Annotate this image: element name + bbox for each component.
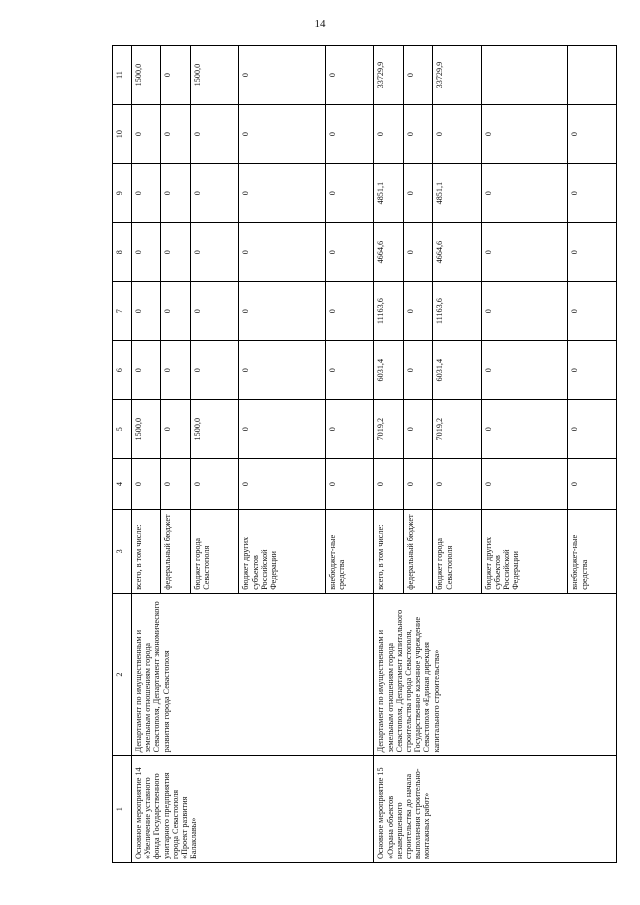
amount-cell: 4851,1: [433, 164, 482, 223]
amount-cell: 0: [568, 282, 617, 341]
amount-cell: 0: [161, 459, 190, 510]
amount-cell: 0: [433, 459, 482, 510]
funding-source-cell: внебюджет-ные средства: [568, 509, 617, 593]
amount-cell: 0: [325, 282, 374, 341]
executor-cell: Департамент по имущественным и земельным отношениям города Севастополя, Департамент капитального строительства города Севастополя, Государственное казенное учреждение Севастополя «Единая дирекция капитального строительства»: [374, 593, 617, 756]
amount-cell: 0: [239, 400, 326, 459]
amount-cell: 0: [190, 341, 239, 400]
amount-cell: 7019,2: [433, 400, 482, 459]
executor-cell: Департамент по имущественным и земельным отношениям города Севастополя, Департамент экономического развития города Севастополя: [132, 593, 374, 756]
amount-cell: 0: [403, 282, 432, 341]
amount-cell: 0: [161, 46, 190, 105]
amount-cell: 1500,0: [132, 46, 161, 105]
funding-source-cell: бюджет города Севастополя: [433, 509, 482, 593]
amount-cell: 0: [161, 341, 190, 400]
amount-cell: 0: [481, 400, 568, 459]
amount-cell: 0: [190, 164, 239, 223]
amount-cell: 0: [161, 164, 190, 223]
amount-cell: 0: [481, 105, 568, 164]
amount-cell: 0: [239, 105, 326, 164]
amount-cell: 0: [161, 282, 190, 341]
column-number-cell: 2: [113, 593, 132, 756]
measure-name-cell: Основное мероприятие 15 «Охрана объектов незавершенного строительства до начала выполнения строительно-монтажных работ»: [374, 756, 617, 863]
amount-cell: 0: [481, 282, 568, 341]
amount-cell: 0: [403, 164, 432, 223]
amount-cell: [568, 46, 617, 105]
amount-cell: 1500,0: [190, 400, 239, 459]
column-number-cell: 10: [113, 105, 132, 164]
amount-cell: 0: [239, 282, 326, 341]
amount-cell: 0: [190, 282, 239, 341]
amount-cell: 33729,9: [433, 46, 482, 105]
amount-cell: 0: [403, 400, 432, 459]
amount-cell: 0: [239, 341, 326, 400]
column-number-cell: 9: [113, 164, 132, 223]
amount-cell: 0: [239, 459, 326, 510]
amount-cell: 0: [161, 105, 190, 164]
page-number: 14: [314, 18, 326, 30]
funding-source-cell: внебюджет-ные средства: [325, 509, 374, 593]
amount-cell: 0: [190, 459, 239, 510]
column-number-cell: 11: [113, 46, 132, 105]
amount-cell: 0: [403, 223, 432, 282]
amount-cell: 0: [568, 105, 617, 164]
amount-cell: 0: [161, 223, 190, 282]
column-number-cell: 7: [113, 282, 132, 341]
column-number-cell: 5: [113, 400, 132, 459]
amount-cell: 6031,4: [374, 341, 403, 400]
amount-cell: 0: [374, 459, 403, 510]
table-row-column-numbers: [113, 46, 132, 863]
amount-cell: 0: [481, 223, 568, 282]
amount-cell: 0: [239, 164, 326, 223]
amount-cell: 0: [161, 400, 190, 459]
funding-source-cell: федеральный бюджет: [161, 509, 190, 593]
column-number-cell: 4: [113, 459, 132, 510]
funding-source-cell: бюджет других субъектов Российской Федерации: [239, 509, 326, 593]
amount-cell: 0: [481, 164, 568, 223]
amount-cell: 0: [325, 46, 374, 105]
amount-cell: 0: [132, 282, 161, 341]
financing-table: [112, 45, 617, 863]
amount-cell: 0: [568, 223, 617, 282]
amount-cell: 0: [132, 459, 161, 510]
amount-cell: 0: [190, 105, 239, 164]
funding-source-cell: всего, в том числе:: [132, 509, 161, 593]
amount-cell: 0: [481, 341, 568, 400]
amount-cell: 7019,2: [374, 400, 403, 459]
rotation-layer: [112, 45, 617, 863]
amount-cell: 0: [325, 341, 374, 400]
amount-cell: 0: [325, 164, 374, 223]
column-number-cell: 6: [113, 341, 132, 400]
amount-cell: 4851,1: [374, 164, 403, 223]
amount-cell: 0: [239, 223, 326, 282]
measure-name-cell: Основное мероприятие 14 «Увеличение уставного фонда Государственного унитарного предприятия города Севастополя «Проект развития Балаклавы»: [132, 756, 374, 863]
amount-cell: 0: [132, 164, 161, 223]
amount-cell: 0: [568, 341, 617, 400]
amount-cell: 0: [433, 105, 482, 164]
amount-cell: 11163,6: [374, 282, 403, 341]
amount-cell: 0: [325, 223, 374, 282]
amount-cell: 0: [325, 400, 374, 459]
amount-cell: 0: [132, 223, 161, 282]
amount-cell: 0: [239, 46, 326, 105]
amount-cell: 0: [403, 341, 432, 400]
amount-cell: 1500,0: [190, 46, 239, 105]
table-row: [132, 46, 161, 863]
amount-cell: 0: [403, 105, 432, 164]
amount-cell: 6031,4: [433, 341, 482, 400]
rotated-table-container: [112, 45, 617, 863]
amount-cell: [481, 46, 568, 105]
amount-cell: 1500,0: [132, 400, 161, 459]
amount-cell: 0: [568, 459, 617, 510]
amount-cell: 0: [568, 400, 617, 459]
amount-cell: 0: [403, 459, 432, 510]
funding-source-cell: бюджет других субъектов Российской Федерации: [481, 509, 568, 593]
amount-cell: 0: [403, 46, 432, 105]
amount-cell: 4664,6: [374, 223, 403, 282]
amount-cell: 4664,6: [433, 223, 482, 282]
amount-cell: 0: [132, 341, 161, 400]
amount-cell: 0: [132, 105, 161, 164]
amount-cell: 33729,9: [374, 46, 403, 105]
amount-cell: 0: [325, 105, 374, 164]
amount-cell: 0: [325, 459, 374, 510]
column-number-cell: 3: [113, 509, 132, 593]
amount-cell: 11163,6: [433, 282, 482, 341]
table-row: [374, 46, 403, 863]
column-number-cell: 1: [113, 756, 132, 863]
funding-source-cell: федеральный бюджет: [403, 509, 432, 593]
amount-cell: 0: [190, 223, 239, 282]
amount-cell: 0: [568, 164, 617, 223]
column-number-cell: 8: [113, 223, 132, 282]
amount-cell: 0: [374, 105, 403, 164]
amount-cell: 0: [481, 459, 568, 510]
funding-source-cell: всего, в том числе:: [374, 509, 403, 593]
funding-source-cell: бюджет города Севастополя: [190, 509, 239, 593]
